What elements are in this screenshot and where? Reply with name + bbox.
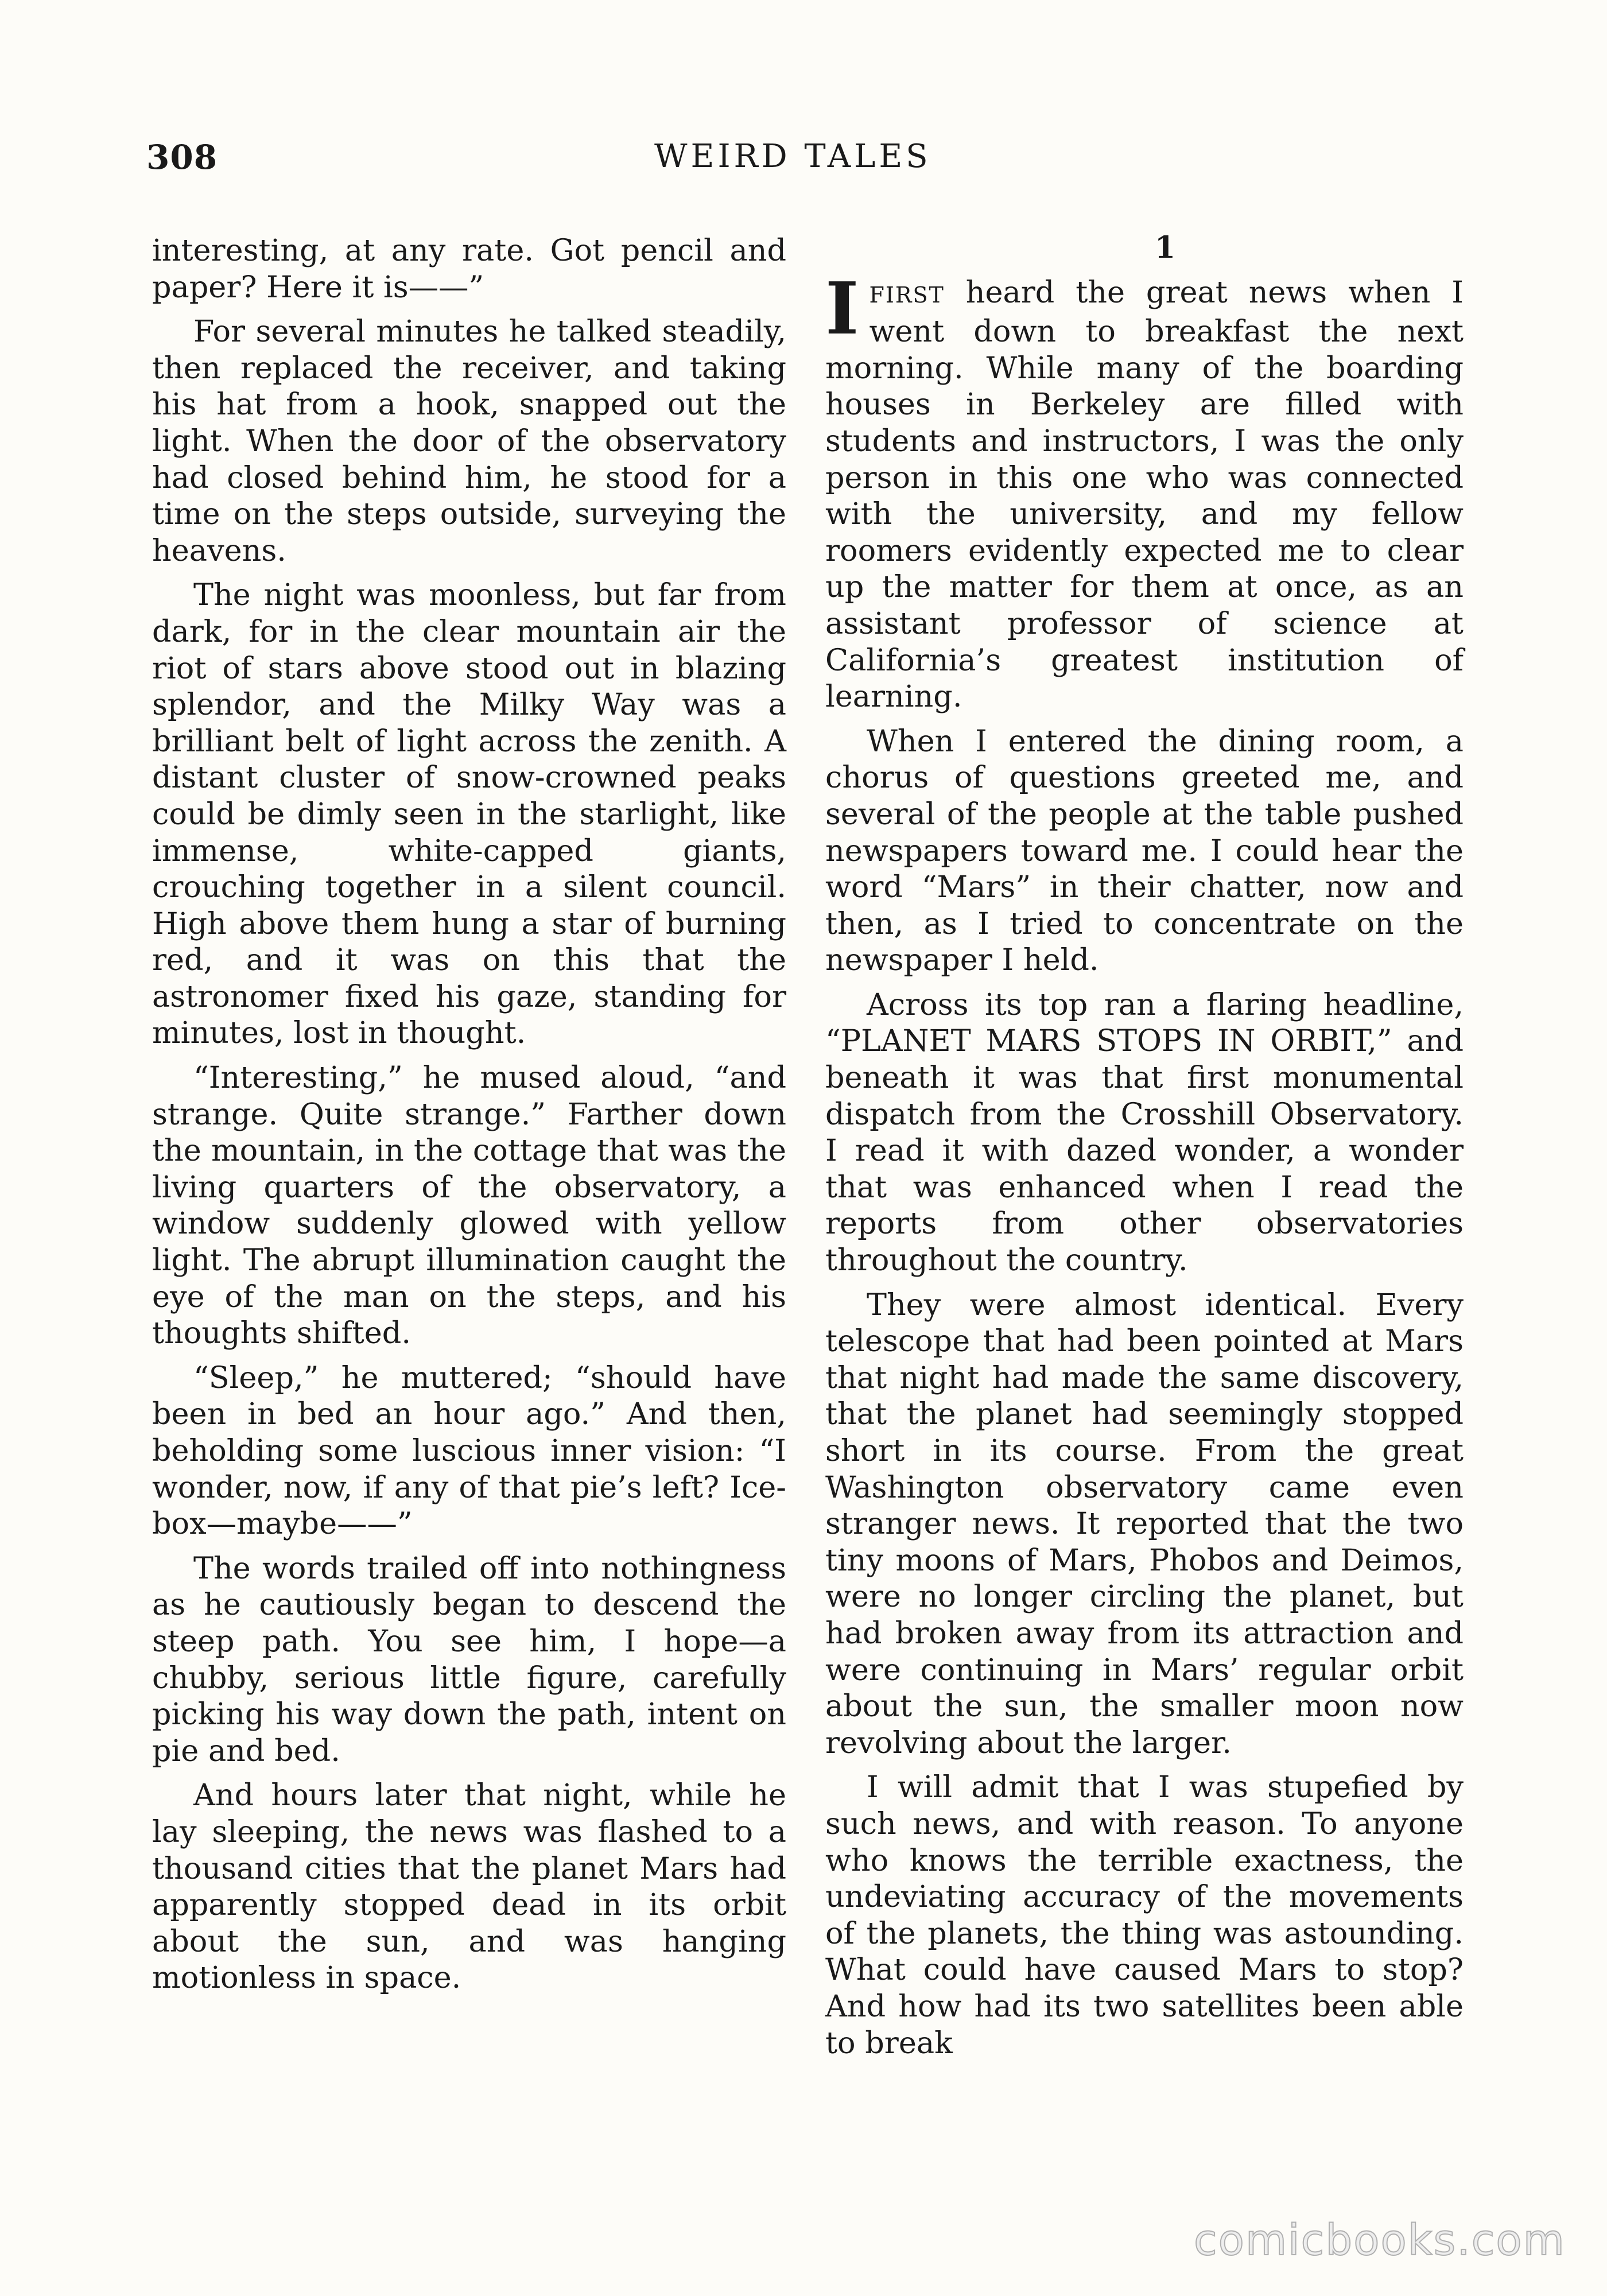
paragraph: For several minutes he talked steadily, then replaced the receiver, and taking his hat from a hook, snapped out the light. When the door of the observatory had closed behind him, he stood for a time on the steps outside, surveying the heavens.	[152, 314, 786, 568]
section-number: 1	[1154, 230, 1176, 265]
opening-paragraph	[825, 266, 1464, 715]
small-caps-word: FIRST	[869, 282, 945, 308]
opening-text: heard the great news when I went down to breakfast the next morning. While many of the boarding houses in Berkeley are filled with students and instructors, I was the only person in this one who was connected with the university, and my fellow roomers evidently expected me to clear up the matter for them at once, as an assistant professor of science at California’s greatest institution of learning.	[825, 274, 1464, 715]
paragraph: The night was moonless, but far from dark, for in the clear mountain air the riot of stars above stood out in blazing splendor, and the Milky Way was a brilliant belt of light across the zenith. A distant cluster of snow-crowned peaks could be dimly seen in the starlight, like immense, white-capped giants, crouching together in a silent council. High above them hung a star of burning red, and it was on this that the astronomer fixed his gaze, standing for minutes, lost in thought.	[152, 577, 786, 1051]
page-header	[0, 138, 1607, 189]
paragraph: “Sleep,” he muttered; “should have been in bed an hour ago.” And then, beholding some luscious inner vision: “I wonder, now, if any of that pie’s left? Ice-box—maybe——”	[152, 1360, 786, 1542]
left-column	[152, 232, 786, 2004]
page-number: 308	[146, 138, 218, 177]
paragraph: They were almost identical. Every telescope that had been pointed at Mars that night had made the same discovery, that the planet had seemingly stopped short in its course. From the great Washington observatory came even stranger news. It reported that the two tiny moons of Mars, Phobos and Deimos, were no longer circling the planet, but had broken away from its attraction and were continuing in Mars’ regular orbit about the sun, the smaller moon now revolving about the larger.	[825, 1287, 1464, 1760]
paragraph: When I entered the dining room, a chorus of questions greeted me, and several of the people at the table pushed newspapers toward me. I could hear the word “Mars” in their chatter, now and then, as I tried to concentrate on the newspaper I held.	[825, 723, 1464, 978]
paragraph: interesting, at any rate. Got pencil and paper? Here it is——”	[152, 233, 786, 305]
paragraph: And hours later that night, while he lay sleeping, the news was flashed to a thousand cities that the planet Mars had apparently stopped dead in its orbit about the sun, and was hanging motionless in space.	[152, 1778, 786, 1996]
watermark: comicbooks.com	[1194, 2216, 1566, 2265]
paragraph: Across its top ran a flaring headline, “PLANET MARS STOPS IN ORBIT,” and beneath it was that first monumental dispatch from the Crosshill Observatory. I read it with dazed wonder, a wonder that was enhanced when I read the reports from other observatories throughout the country.	[825, 987, 1464, 1278]
running-title: WEIRD TALES	[654, 138, 931, 175]
paragraph: I will admit that I was stupefied by such news, and with reason. To anyone who knows the terrible exactness, the undeviating accuracy of the movements of the planets, the thing was astounding. What could have caused Mars to stop? And how had its two satellites been able to break	[825, 1770, 1464, 2061]
drop-cap: I	[825, 266, 859, 351]
right-column	[825, 230, 1464, 2069]
paragraph: “Interesting,” he mused aloud, “and strange. Quite strange.” Farther down the mountain, in the cottage that was the living quarters of the observatory, a window suddenly glowed with yellow light. The abrupt illumination caught the eye of the man on the steps, and his thoughts shifted.	[152, 1060, 786, 1351]
paragraph: The words trailed off into nothingness as he cautiously began to descend the steep path. You see him, I hope—a chubby, serious little figure, carefully picking his way down the path, intent on pie and bed.	[152, 1550, 786, 1768]
